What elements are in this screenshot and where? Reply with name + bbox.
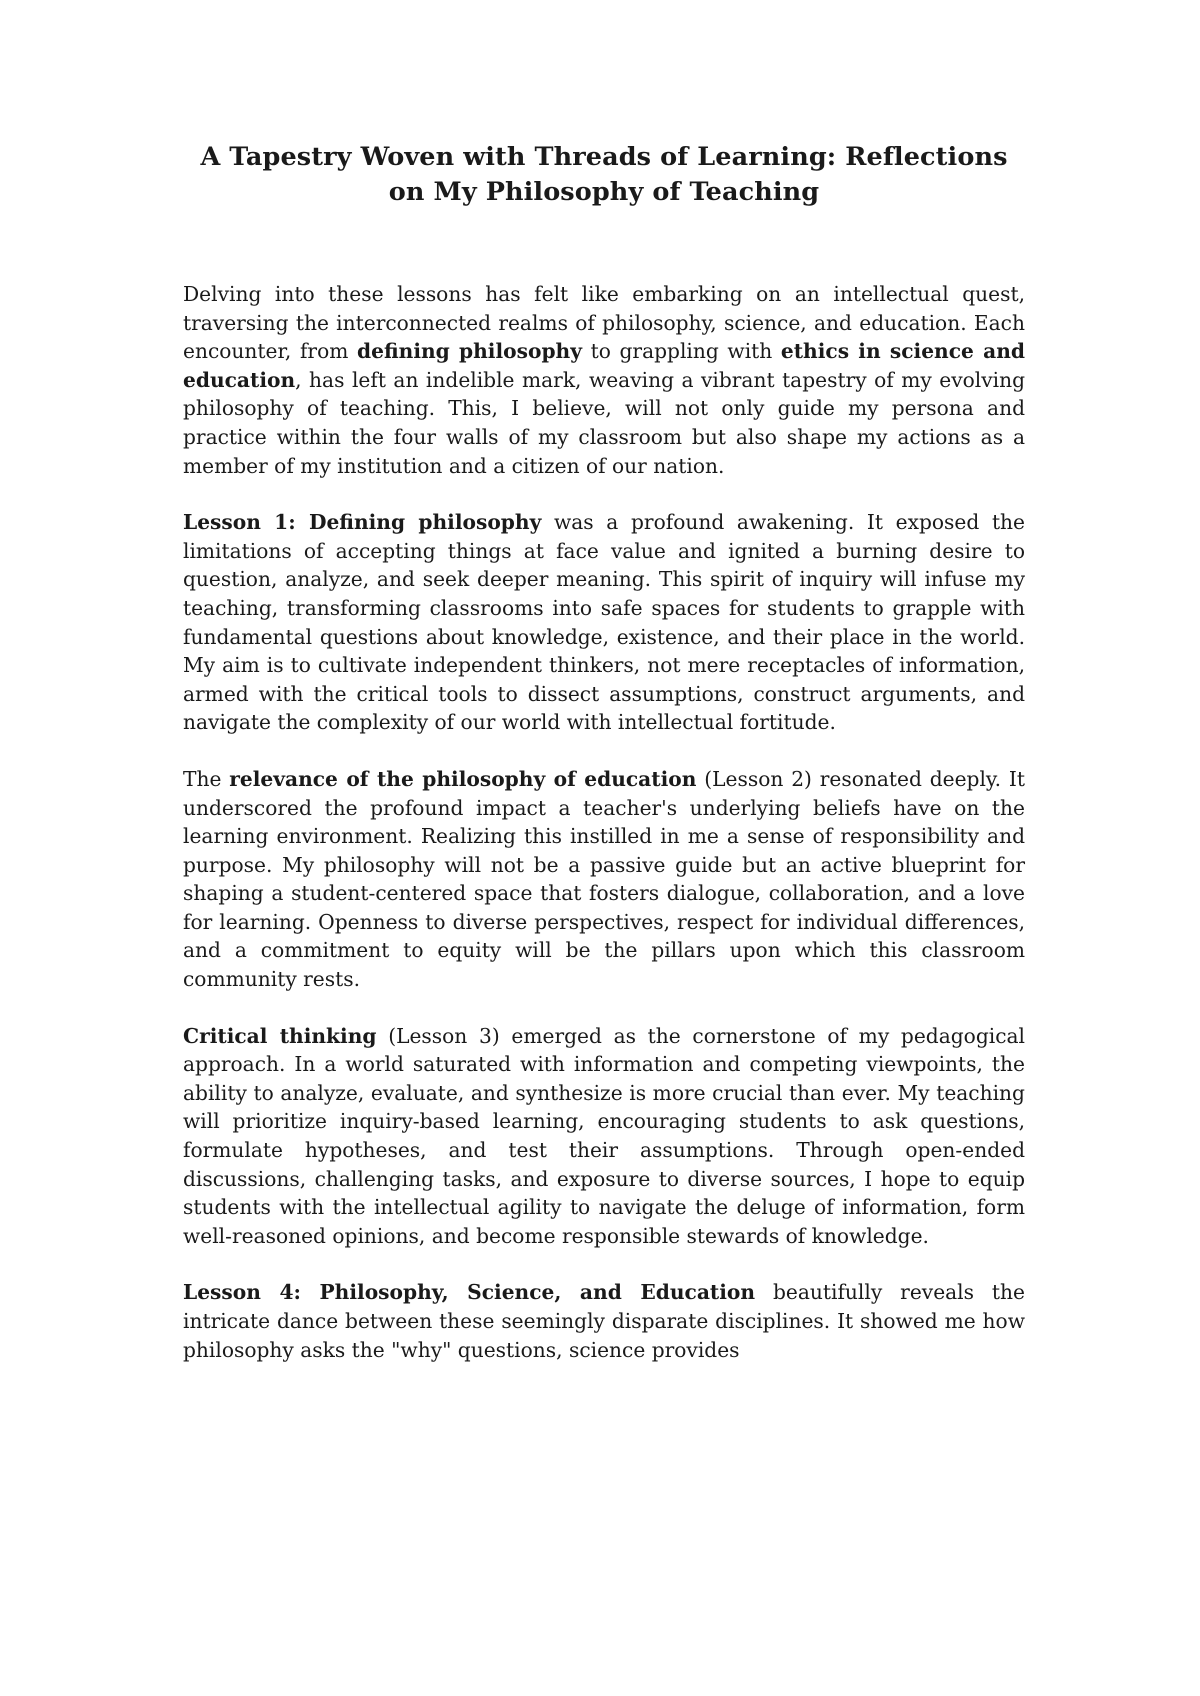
lesson-2-heading: relevance of the philosophy of education (229, 766, 697, 791)
title-line-1: A Tapestry Woven with Threads of Learning: Reflections (200, 142, 1008, 172)
lesson-2-prefix: The (183, 766, 230, 791)
lesson-4-text: beautifully reveals the intricate dance between these seemingly disparate disciplines. It showed me how philosophy asks the "why" questions, science provides (183, 1280, 1025, 1362)
lesson-3-text: (Lesson 3) emerged as the cornerstone of my pedagogical approach. In a world saturated with information and competing viewpoints, the ability to analyze, evaluate, and synthesize is more crucial than ever. My teaching will prioritize inquiry-based learning, encouraging students to ask questions, formulate hypotheses, and test their assumptions. Through open-ended discussions, challenging tasks, and exposure to diverse sources, I hope to equip students with the intellectual agility to navigate the deluge of information, form well-reasoned opinions, and become responsible stewards of knowledge. (183, 1023, 1025, 1248)
paragraph-lesson-3 (183, 1022, 1025, 1251)
paragraph-lesson-4 (183, 1278, 1025, 1364)
document-page (183, 140, 1025, 1392)
paragraph-lesson-1 (183, 508, 1025, 737)
lesson-1-text: was a profound awakening. It exposed the limitations of accepting things at face value and ignited a burning desire to question, analyze, and seek deeper meaning. This spirit of inquiry will infuse my teaching, transforming classrooms into safe spaces for students to grapple with fundamental questions about knowledge, existence, and their place in the world. My aim is to cultivate independent thinkers, not mere receptacles of information, armed with the critical tools to dissect assumptions, construct arguments, and navigate the complexity of our world with intellectual fortitude. (183, 510, 1026, 735)
paragraph-lesson-2 (183, 765, 1025, 994)
title-line-2: on My Philosophy of Teaching (388, 177, 820, 207)
lesson-1-heading: Lesson 1: Defining philosophy (183, 510, 542, 535)
intro-bold-ethics: ethics in science and education (183, 339, 1025, 392)
document-title (183, 140, 1025, 210)
lesson-3-heading: Critical thinking (183, 1023, 377, 1048)
lesson-4-heading: Lesson 4: Philosophy, Science, and Education (183, 1280, 756, 1305)
intro-text-1: Delving into these lessons has felt like embarking on an intellectual quest, traversing the interconnected realms of philosophy, science, and education. Each encounter, from (183, 282, 1025, 364)
lesson-2-text: (Lesson 2) resonated deeply. It underscored the profound impact a teacher's underlying beliefs have on the learning environment. Realizing this instilled in me a sense of responsibility and purpose. My philosophy will not be a passive guide but an active blueprint for shaping a student-centered space that fosters dialogue, collaboration, and a love for learning. Openness to diverse perspectives, respect for individual differences, and a commitment to equity will be the pillars upon which this classroom community rests. (183, 766, 1025, 992)
intro-bold-defining-philosophy: defining philosophy (357, 339, 582, 364)
paragraph-intro (183, 280, 1025, 480)
intro-text-3: , has left an indelible mark, weaving a vibrant tapestry of my evolving philosophy of teaching. This, I believe, will not only guide my persona and practice within the four walls of my classroom but also shape my actions as a member of my institution and a citizen of our nation. (183, 367, 1025, 478)
intro-text-2: to grappling with (581, 339, 781, 364)
